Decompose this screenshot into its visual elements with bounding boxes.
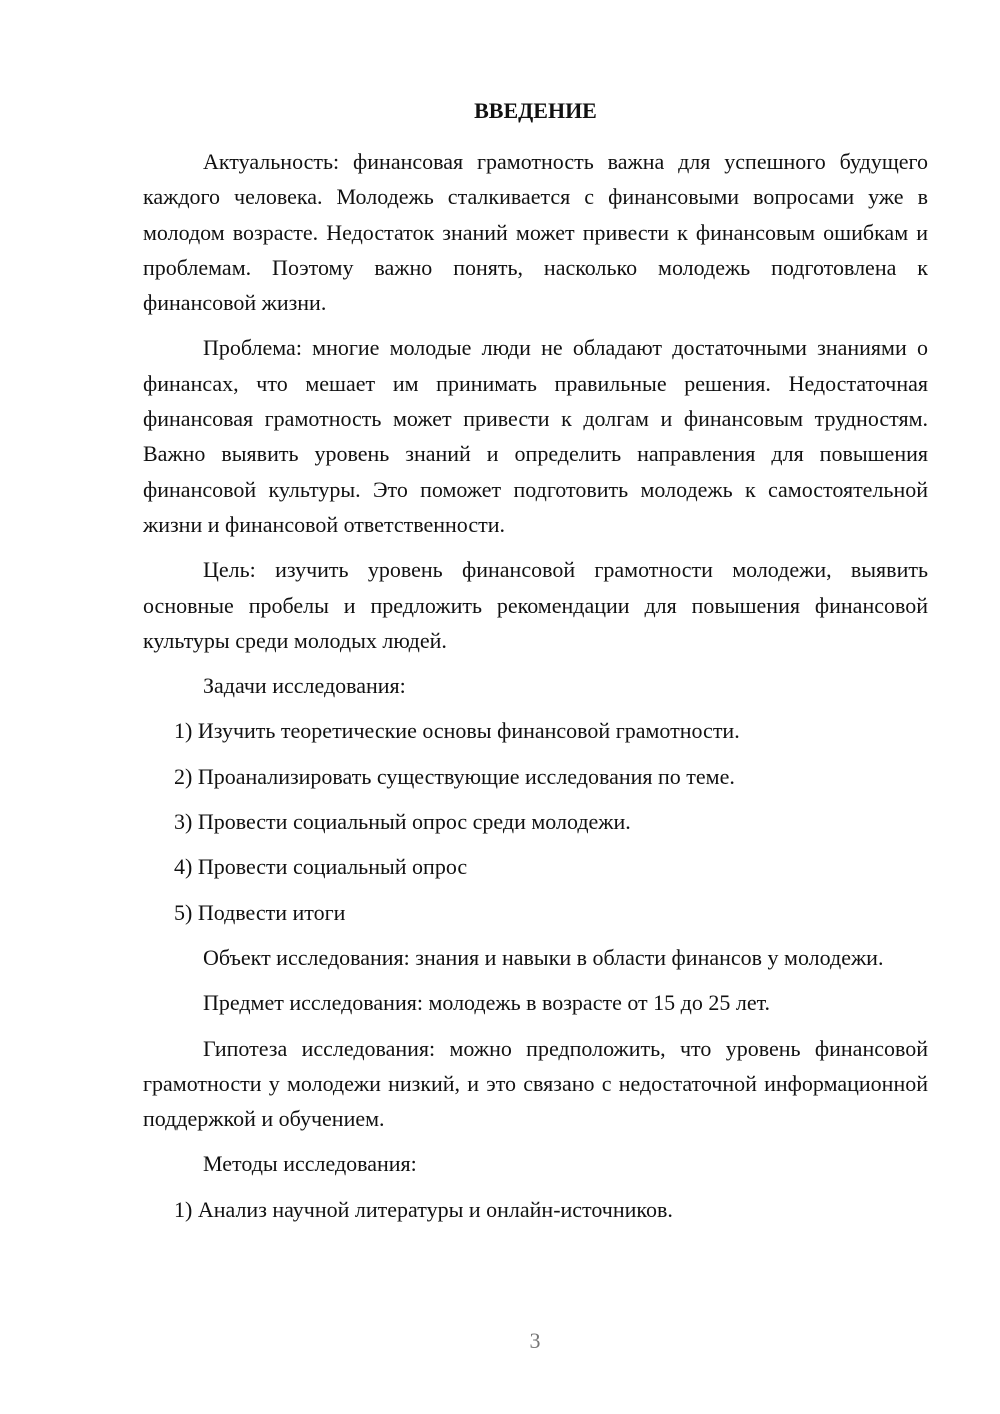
- method-item-1: 1) Анализ научной литературы и онлайн-источников.: [174, 1196, 673, 1222]
- tasks-heading: Задачи исследования:: [203, 673, 406, 699]
- task-item-2: 2) Проанализировать существующие исследования по теме.: [174, 763, 735, 789]
- methods-heading: Методы исследования:: [203, 1151, 417, 1177]
- problem-paragraph: Проблема: многие молодые люди не обладают достаточными знаниями о финансах, что мешает им принимать правильные решения. Недостаточная финансовая грамотность может привести к долгам и финансовым трудностям. Важно выявить уровень знаний и определить направления для повышения финансовой культуры. Это поможет подготовить молодежь к самостоятельной жизни и финансовой ответственности.: [143, 335, 928, 537]
- task-item-4: 4) Провести социальный опрос: [174, 854, 468, 880]
- goal-paragraph: Цель: изучить уровень финансовой грамотности молодежи, выявить основные пробелы и предложить рекомендации для повышения финансовой культуры среди молодых людей.: [143, 557, 928, 653]
- hypothesis-paragraph: Гипотеза исследования: можно предположить, что уровень финансовой грамотности у молодежи низкий, и это связано с недостаточной информационной поддержкой и обучением.: [143, 1035, 928, 1132]
- page-number: 3: [529, 1328, 541, 1353]
- task-item-1: 1) Изучить теоретические основы финансовой грамотности.: [174, 718, 740, 744]
- document-page: [143, 96, 928, 1237]
- document-title: ВВЕДЕНИЕ: [474, 98, 597, 123]
- relevance-paragraph: Актуальность: финансовая грамотность важна для успешного будущего каждого человека. Молодежь сталкивается с финансовыми вопросами уже в молодом возрасте. Недостаток знаний может привести к финансовым ошибкам и проблемам. Поэтому важно понять, насколько молодежь подготовлена к финансовой жизни.: [143, 149, 928, 316]
- object-paragraph: Объект исследования: знания и навыки в области финансов у молодежи.: [203, 944, 884, 970]
- task-item-3: 3) Провести социальный опрос среди молодежи.: [174, 809, 631, 835]
- subject-paragraph: Предмет исследования: молодежь в возрасте от 15 до 25 лет.: [203, 990, 771, 1016]
- task-item-5: 5) Подвести итоги: [174, 899, 346, 925]
